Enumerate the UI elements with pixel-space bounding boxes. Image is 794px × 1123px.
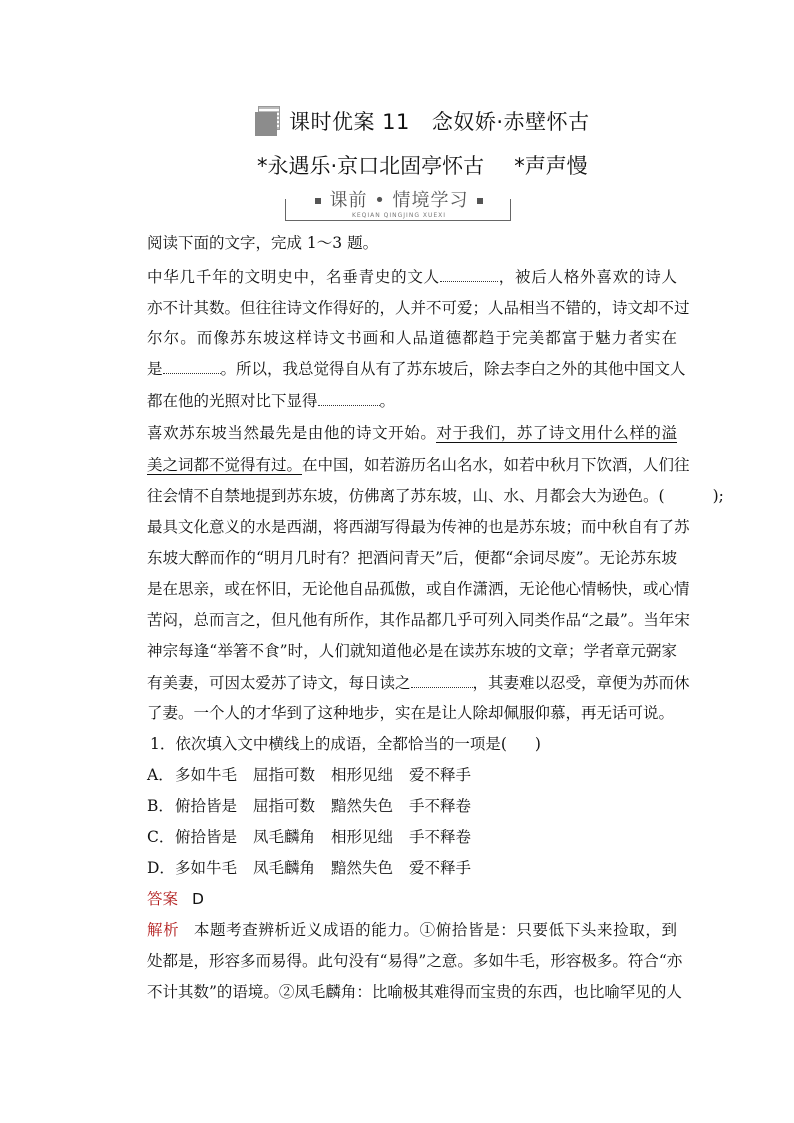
para2-line9: 有美妻，可因太爱苏了诗文，每日读之 ，其妻难以忍受，章便为苏而休 <box>147 674 690 692</box>
para2-line7: 苦闷，总而言之，但凡他有所作，其作品都几乎可列入同类作品“之最”。当年宋 <box>147 611 690 629</box>
para2-line2: 美之词都不觉得有过。在中国，如若游历名山名水，如若中秋月下饮酒，人们往 <box>147 456 690 474</box>
para1-line2: 亦不计其数。但往往诗文作得好的，人并不可爱；人品相当不错的，诗文却不过 <box>147 299 690 317</box>
analysis-line1: 解析 本题考查辨析近义成语的能力。①俯拾皆是：只要低下头来捡取，到 <box>147 921 677 939</box>
para1-line1: 中华几千年的文明史中，名垂青史的文人 ，被后人格外喜欢的诗人 <box>147 268 677 286</box>
para1-line5: 都在他的光照对比下显得 。 <box>147 392 396 410</box>
lesson-number: 课时优案 11 <box>289 110 410 134</box>
option-d: D．多如牛毛 凤毛麟角 黯然失色 爱不释手 <box>147 859 472 877</box>
underlined-sentence-end: 美之词都不觉得有过。 <box>147 456 303 474</box>
book-icon <box>255 106 281 136</box>
para2-line4: 最具文化意义的水是西湖，将西湖写得最为传神的也是苏东坡；而中秋自有了苏 <box>147 518 690 536</box>
question-stem: 1．依次填入文中横线上的成语，全都恰当的一项是( ) <box>150 735 541 753</box>
section-label-a: 课前 <box>329 190 368 211</box>
square-bullet-icon <box>315 198 321 204</box>
section-banner: 课前 • 情境学习 KEQIAN QINGJING XUEXI <box>285 186 513 224</box>
para2-line10: 了妻。一个人的才华到了这种地步，实在是让人除却佩服仰慕，再无话可说。 <box>147 704 675 722</box>
para2-line1: 喜欢苏东坡当然最先是由他的诗文开始。对于我们，苏了诗文用什么样的溢 <box>147 424 677 442</box>
option-c: C．俯拾皆是 凤毛麟角 相形见绌 手不释卷 <box>147 828 472 846</box>
para2-line6: 是在思亲，或在怀旧，无论他自品孤傲，或自作潇洒，无论他心情畅快，或心情 <box>147 580 690 598</box>
answer-line <box>147 889 204 909</box>
fill-blank-1 <box>440 266 498 282</box>
lesson-title <box>255 104 590 138</box>
section-label-b: 情境学习 <box>392 190 469 211</box>
para1-line3: 尔尔。而像苏东坡这样诗文书画和人品道德都趋于完美都富于魅力者实在 <box>147 329 677 347</box>
underlined-sentence: 对于我们，苏了诗文用什么样的溢 <box>436 424 677 442</box>
fill-blank-2 <box>163 358 221 374</box>
analysis-line2: 处都是，形容多而易得。此句没有“易得”之意。多如牛毛，形容极多。符合“亦 <box>147 952 683 970</box>
para1-line4: 是 。所以，我总觉得自从有了苏东坡后，除去李白之外的其他中国文人 <box>147 360 686 378</box>
analysis-line3: 不计其数”的语境。②凤毛麟角：比喻极其难得而宝贵的东西，也比喻罕见的人 <box>147 983 682 1001</box>
para2-line8: 神宗每逢“举箸不食”时，人们就知道他必是在读苏东坡的文章；学者章元弼家 <box>147 642 677 660</box>
lesson-subtitle <box>257 148 588 182</box>
option-a: A．多如牛毛 屈指可数 相形见绌 爱不释手 <box>147 766 472 784</box>
poem-title: 念奴娇·赤壁怀古 <box>431 110 590 134</box>
section-pinyin: KEQIAN QINGJING XUEXI <box>351 212 447 219</box>
poem-title-3: *声声慢 <box>514 154 588 178</box>
para2-line5: 东坡大醉而作的“明月几时有？把酒问青天”后，便都“余词尽废”。无论苏东坡 <box>147 549 677 567</box>
analysis-label: 解析 <box>147 921 180 939</box>
answer-label: 答案 <box>147 890 179 908</box>
instruction: 阅读下面的文字，完成 1～3 题。 <box>147 234 379 252</box>
poem-title-2: *永遇乐·京口北固亭怀古 <box>257 154 485 178</box>
fill-blank-4 <box>411 672 473 688</box>
para2-line3: 往会情不自禁地提到苏东坡，仿佛离了苏东坡，山、水、月都会大为逊色。( ); <box>147 487 724 505</box>
fill-blank-3 <box>318 390 380 406</box>
square-bullet-icon <box>477 198 483 204</box>
option-b: B．俯拾皆是 屈指可数 黯然失色 手不释卷 <box>147 797 472 815</box>
answer-value: D <box>192 890 204 908</box>
